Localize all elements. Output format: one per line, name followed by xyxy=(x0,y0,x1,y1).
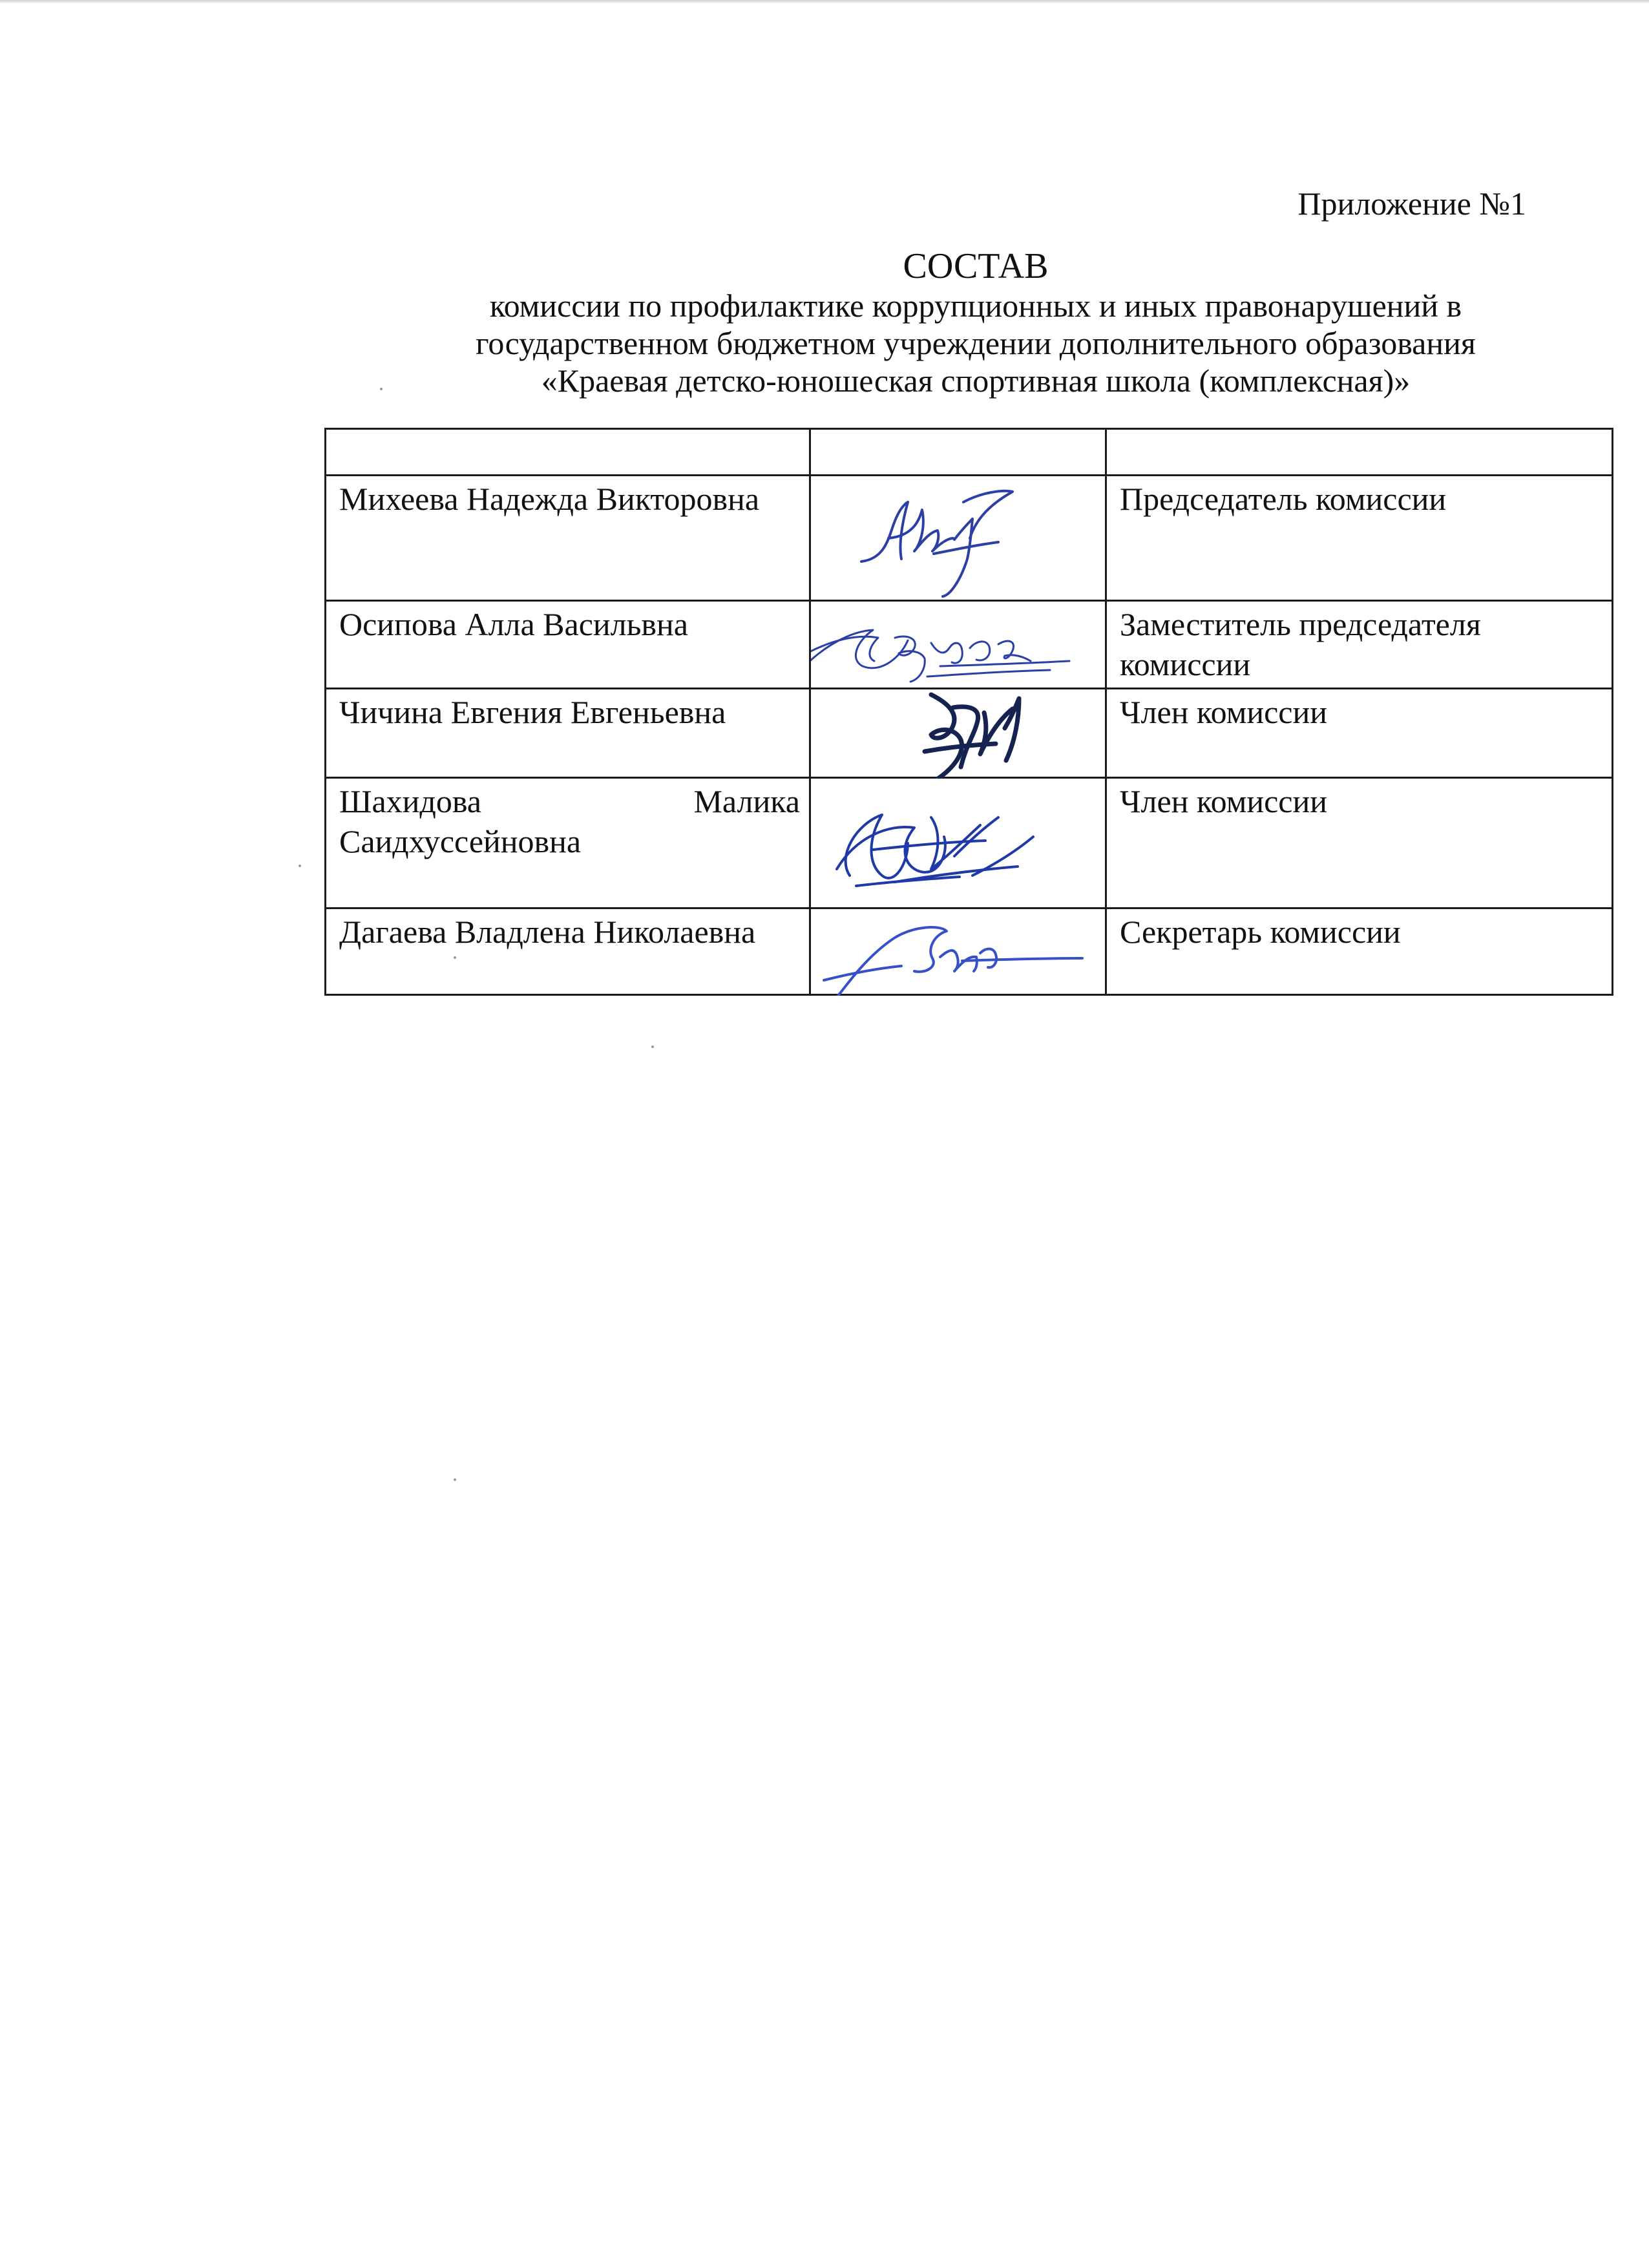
scan-speck xyxy=(454,1478,456,1481)
member-role: Секретарь комиссии xyxy=(1106,908,1613,995)
signature-cell xyxy=(810,601,1106,689)
table-row xyxy=(326,476,1613,601)
member-name: Михеева Надежда Викторовна xyxy=(326,476,810,601)
table-row xyxy=(326,601,1613,689)
table-header-row xyxy=(326,429,1613,476)
scan-speck xyxy=(299,865,301,867)
member-role: Председатель комиссии xyxy=(1106,476,1613,601)
member-name: Дагаева Владлена Николаевна xyxy=(326,908,810,995)
header-cell-signature xyxy=(810,429,1106,476)
member-name: Шахидова Малика Саидхуссейновна xyxy=(326,778,810,908)
header-cell-name xyxy=(326,429,810,476)
appendix-label: Приложение №1 xyxy=(1297,185,1526,222)
member-role: Заместитель председателя комиссии xyxy=(1106,601,1613,689)
signature-4-image xyxy=(811,779,1107,909)
table-row xyxy=(326,778,1613,908)
member-name: Чичина Евгения Евгеньевна xyxy=(326,689,810,778)
subtitle-line-3: «Краевая детско-юношеская спортивная школа (комплексная)» xyxy=(541,362,1411,399)
commission-table xyxy=(324,428,1613,996)
member-role: Член комиссии xyxy=(1106,778,1613,908)
signature-cell xyxy=(810,778,1106,908)
scan-speck xyxy=(454,956,456,959)
signature-1-image xyxy=(811,476,1107,602)
subtitle-line-1: комиссии по профилактике коррупционных и иных правонарушений в xyxy=(489,288,1462,324)
header-cell-role xyxy=(1106,429,1613,476)
signature-cell xyxy=(810,476,1106,601)
table-row xyxy=(326,689,1613,778)
scan-speck xyxy=(380,388,383,390)
member-name: Осипова Алла Васильвна xyxy=(326,601,810,689)
scan-edge xyxy=(0,0,1649,4)
signature-2-image xyxy=(811,602,1107,689)
signature-3-image xyxy=(811,689,1107,779)
document-heading xyxy=(362,246,1590,399)
subtitle-line-2: государственном бюджетном учреждении дополнительного образования xyxy=(476,325,1476,361)
signature-cell xyxy=(810,689,1106,778)
member-role: Член комиссии xyxy=(1106,689,1613,778)
signature-5-image xyxy=(811,909,1107,996)
signature-cell xyxy=(810,908,1106,995)
scan-speck xyxy=(651,1045,654,1048)
table-row xyxy=(326,908,1613,995)
document-title: СОСТАВ xyxy=(903,246,1049,286)
